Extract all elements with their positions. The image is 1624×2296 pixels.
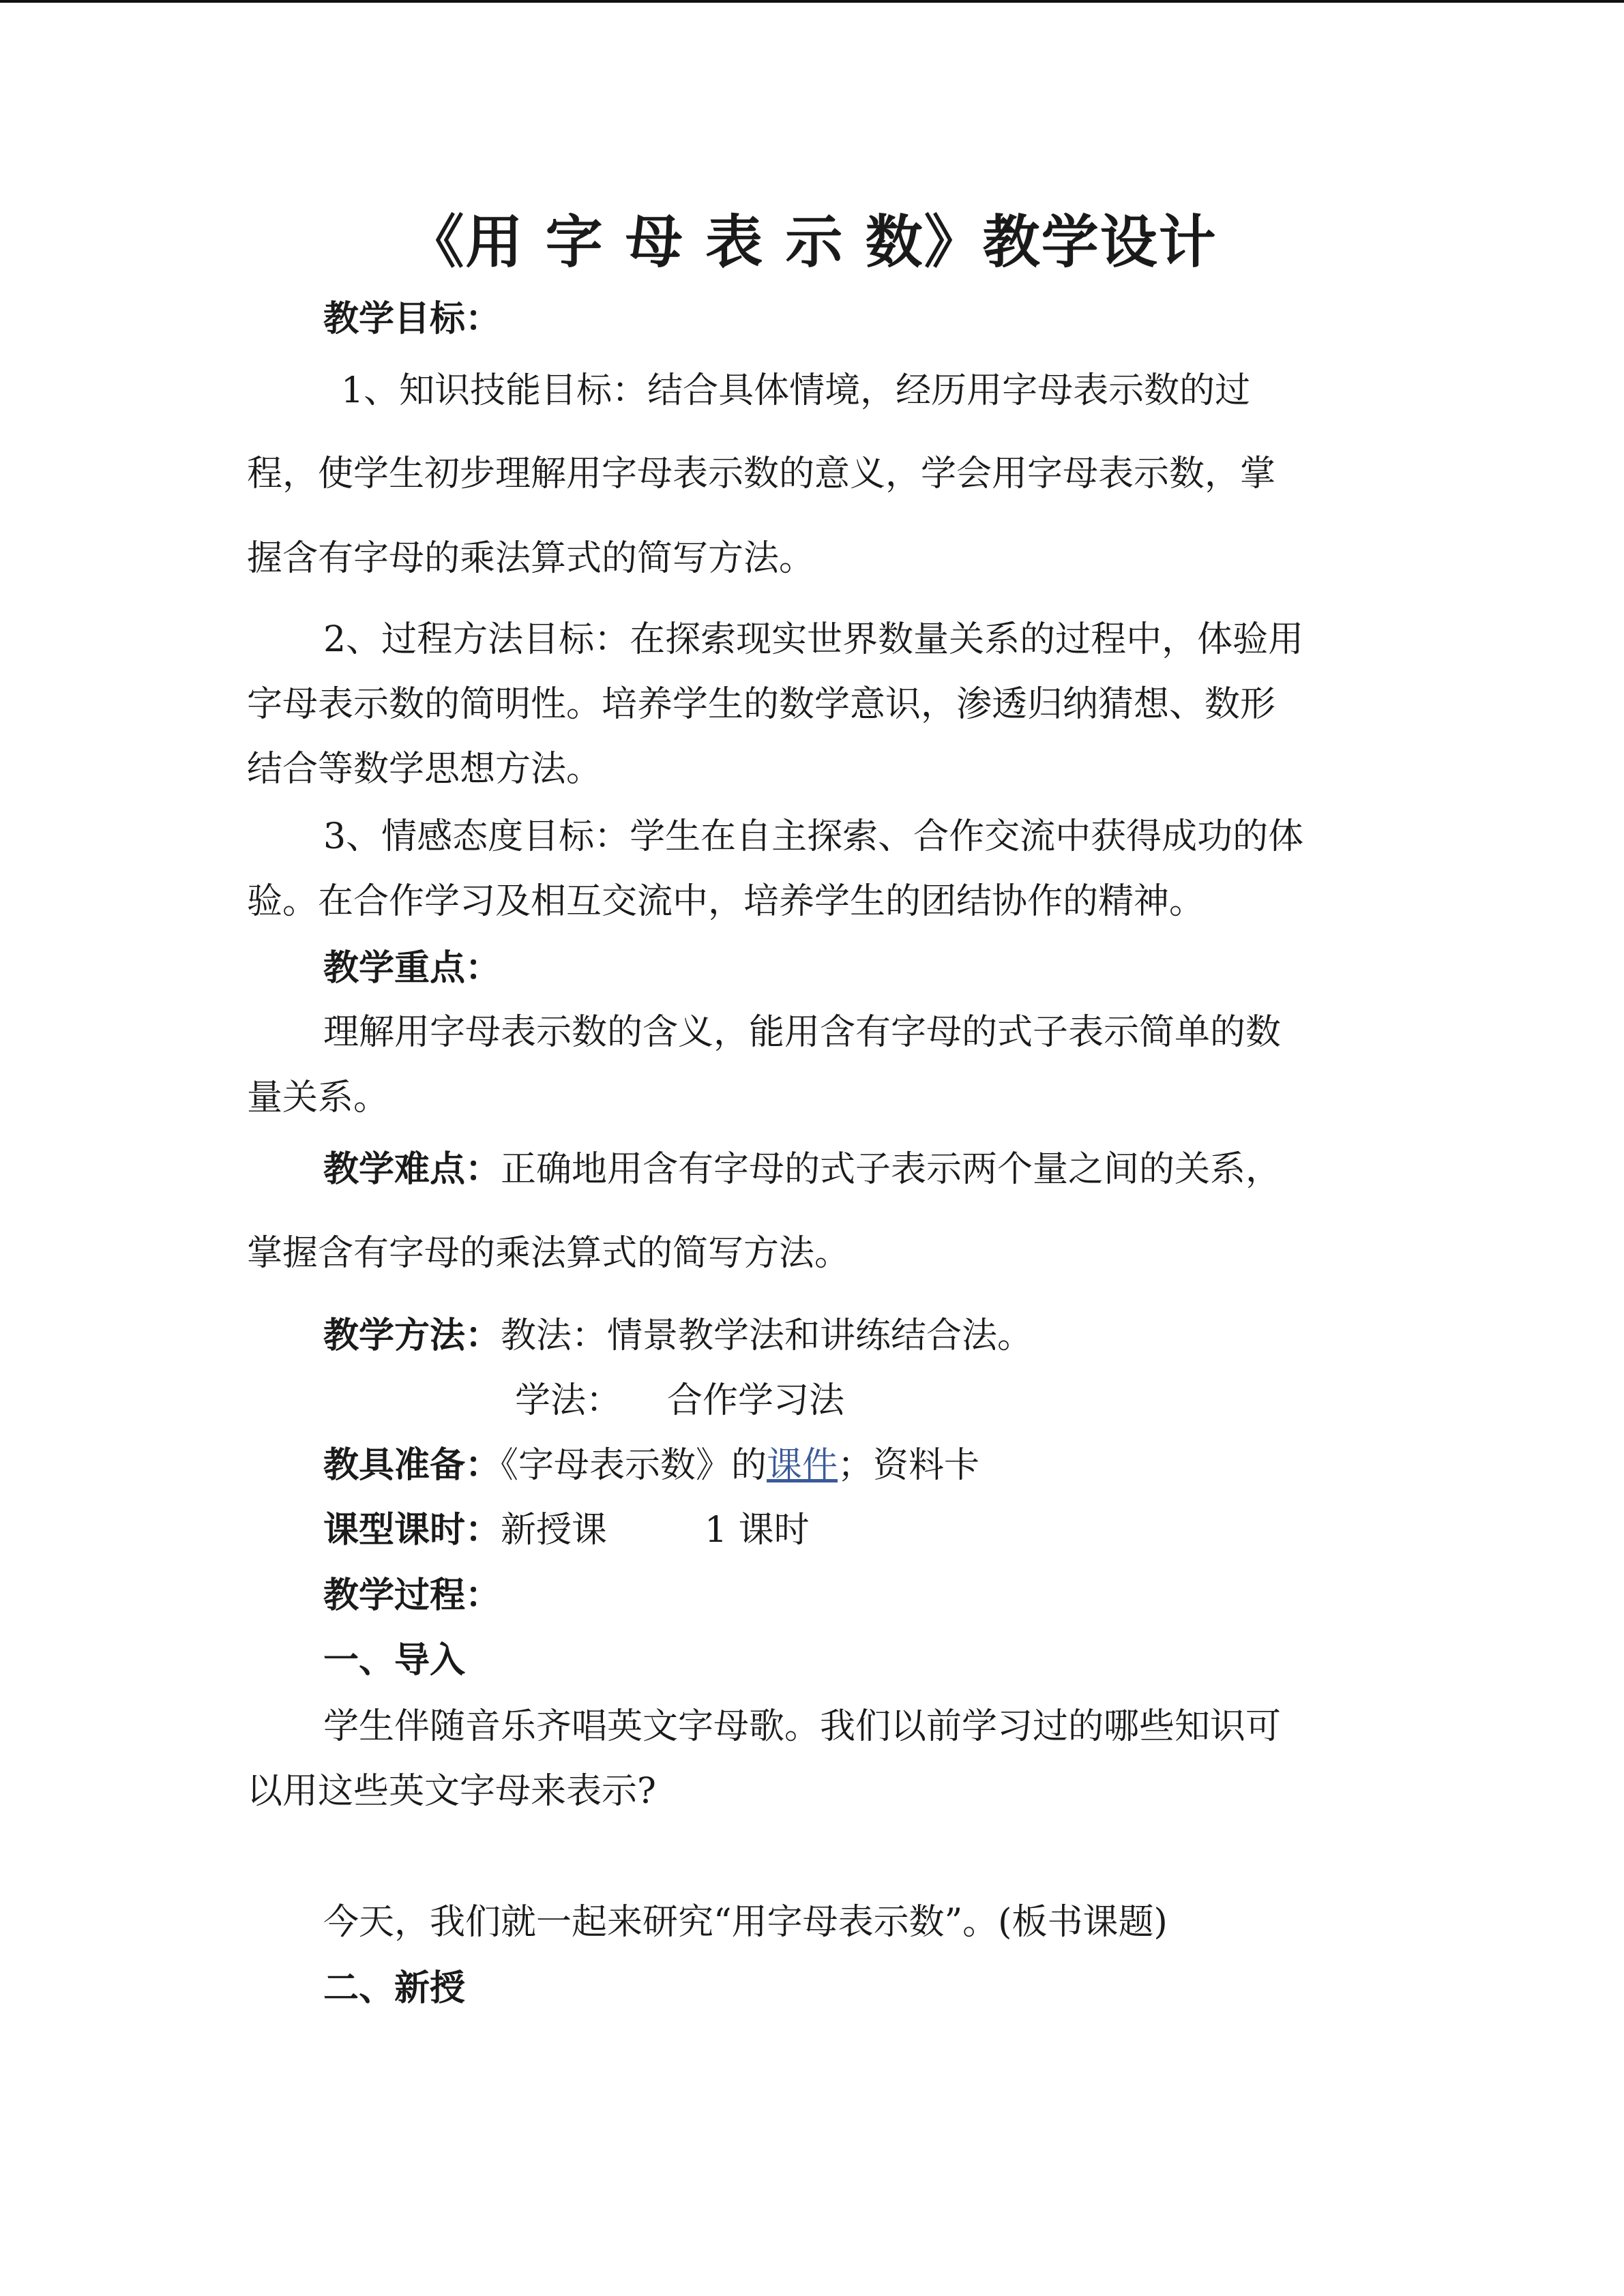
methods-heading: 教学方法： bbox=[323, 1315, 501, 1356]
learning-method-label: 学法： bbox=[515, 1380, 622, 1421]
intro-line-1: 学生伴随音乐齐唱英文字母歌。我们以前学习过的哪些知识可 bbox=[323, 1706, 1282, 1747]
key-point-line-1: 理解用字母表示数的含义，能用含有字母的式子表示简单的数 bbox=[323, 1012, 1282, 1053]
goal-1-line-2: 程，使学生初步理解用字母表示数的意义，学会用字母表示数，掌 bbox=[247, 453, 1276, 494]
methods-line-1 bbox=[323, 1314, 1033, 1358]
lesson-line bbox=[323, 1508, 607, 1552]
lesson-hours: 1 课时 bbox=[705, 1510, 810, 1551]
document-title: 《用 字 母 表 示 数》教学设计 bbox=[407, 208, 1217, 275]
section-1-heading: 一、导入 bbox=[323, 1639, 466, 1681]
today-line: 今天，我们就一起来研究“用字母表示数”。(板书课题) bbox=[323, 1902, 1168, 1943]
goal-2-line-1: 2、过程方法目标：在探索现实世界数量关系的过程中，体验用 bbox=[323, 619, 1304, 660]
difficulty-line-1 bbox=[323, 1148, 1281, 1191]
difficulty-line-2: 掌握含有字母的乘法算式的简写方法。 bbox=[247, 1233, 851, 1274]
prep-text-before: 《字母表示数》的 bbox=[501, 1445, 767, 1486]
goal-2-line-3: 结合等数学思想方法。 bbox=[247, 749, 602, 790]
courseware-link[interactable]: 课件 bbox=[767, 1445, 838, 1486]
teaching-method: 教法：情景教学法和讲练结合法。 bbox=[501, 1315, 1033, 1356]
goal-1-line-1: 1、知识技能目标：结合具体情境，经历用字母表示数的过 bbox=[341, 370, 1251, 411]
lesson-heading: 课型课时： bbox=[323, 1509, 501, 1551]
difficulty-text: 正确地用含有字母的式子表示两个量之间的关系， bbox=[501, 1149, 1282, 1190]
process-heading: 教学过程： bbox=[323, 1575, 501, 1616]
difficulty-heading: 教学难点： bbox=[323, 1148, 501, 1190]
prep-text-after: ；资料卡 bbox=[838, 1445, 980, 1486]
section-2-heading: 二、新授 bbox=[323, 1967, 466, 2009]
key-point-line-2: 量关系。 bbox=[247, 1077, 389, 1118]
goal-3-line-1: 3、情感态度目标：学生在自主探索、合作交流中获得成功的体 bbox=[323, 816, 1304, 857]
lesson-type: 新授课 bbox=[501, 1510, 608, 1551]
learning-method-value: 合作学习法 bbox=[667, 1380, 845, 1421]
goal-3-line-2: 验。在合作学习及相互交流中，培养学生的团结协作的精神。 bbox=[247, 881, 1205, 922]
goals-heading: 教学目标： bbox=[323, 298, 501, 340]
prep-line bbox=[323, 1444, 979, 1487]
goal-1-line-3: 握含有字母的乘法算式的简写方法。 bbox=[247, 538, 815, 579]
prep-heading: 教具准备： bbox=[323, 1444, 501, 1486]
intro-line-2: 以用这些英文字母来表示? bbox=[247, 1771, 656, 1812]
key-point-heading: 教学重点： bbox=[323, 947, 501, 989]
goal-2-line-2: 字母表示数的简明性。培养学生的数学意识，渗透归纳猜想、数形 bbox=[247, 684, 1276, 725]
